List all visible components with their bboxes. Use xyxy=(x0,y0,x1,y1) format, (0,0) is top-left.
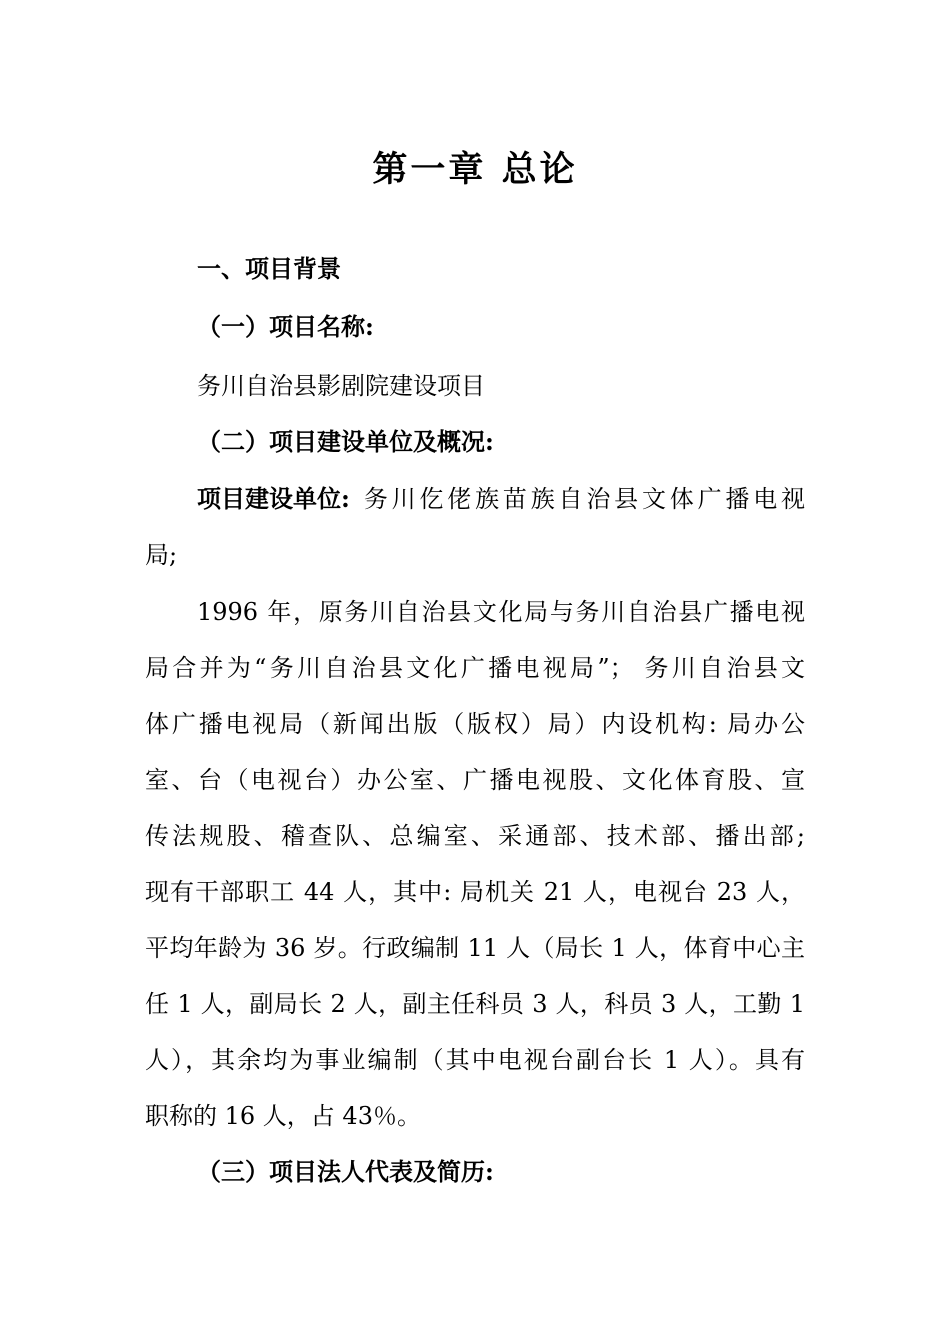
overview-line-5: 传法规股、稽查队、总编室、采通部、技术部、播出部; xyxy=(145,822,805,850)
overview-line-3: 体广播电视局（新闻出版（版权）局）内设机构: 局办公 xyxy=(145,710,805,738)
construction-unit-value-cont: 局; xyxy=(145,541,178,569)
overview-line-7: 平均年龄为 36 岁。行政编制 11 人（局长 1 人，体育中心主 xyxy=(145,934,805,962)
section-heading-project-background: 一、项目背景 xyxy=(197,254,341,283)
chapter-title: 第一章 总论 xyxy=(372,149,578,190)
overview-line-1: 1996 年，原务川自治县文化局与务川自治县广播电视 xyxy=(197,598,805,626)
subheading-legal-representative: （三）项目法人代表及简历: xyxy=(197,1157,494,1186)
overview-line-4: 室、台（电视台）办公室、广播电视股、文化体育股、宣 xyxy=(145,766,805,794)
overview-line-9: 人），其余均为事业编制（其中电视台副台长 1 人）。具有 xyxy=(145,1046,805,1074)
overview-line-8: 任 1 人，副局长 2 人，副主任科员 3 人，科员 3 人，工勤 1 xyxy=(145,990,805,1018)
construction-unit-line xyxy=(197,482,805,516)
subheading-construction-unit: （二）项目建设单位及概况: xyxy=(197,427,494,456)
construction-unit-label: 项目建设单位: xyxy=(197,484,350,513)
construction-unit-value: 务川仡佬族苗族自治县文体广播电视 xyxy=(363,485,805,513)
project-name-text: 务川自治县影剧院建设项目 xyxy=(197,372,485,400)
subheading-project-name: （一）项目名称: xyxy=(197,312,374,341)
overview-line-2: 局合并为“务川自治县文化广播电视局”； 务川自治县文 xyxy=(145,654,805,682)
overview-line-6: 现有干部职工 44 人，其中: 局机关 21 人，电视台 23 人， xyxy=(145,878,805,906)
overview-line-10: 职称的 16 人，占 43％。 xyxy=(145,1102,421,1130)
